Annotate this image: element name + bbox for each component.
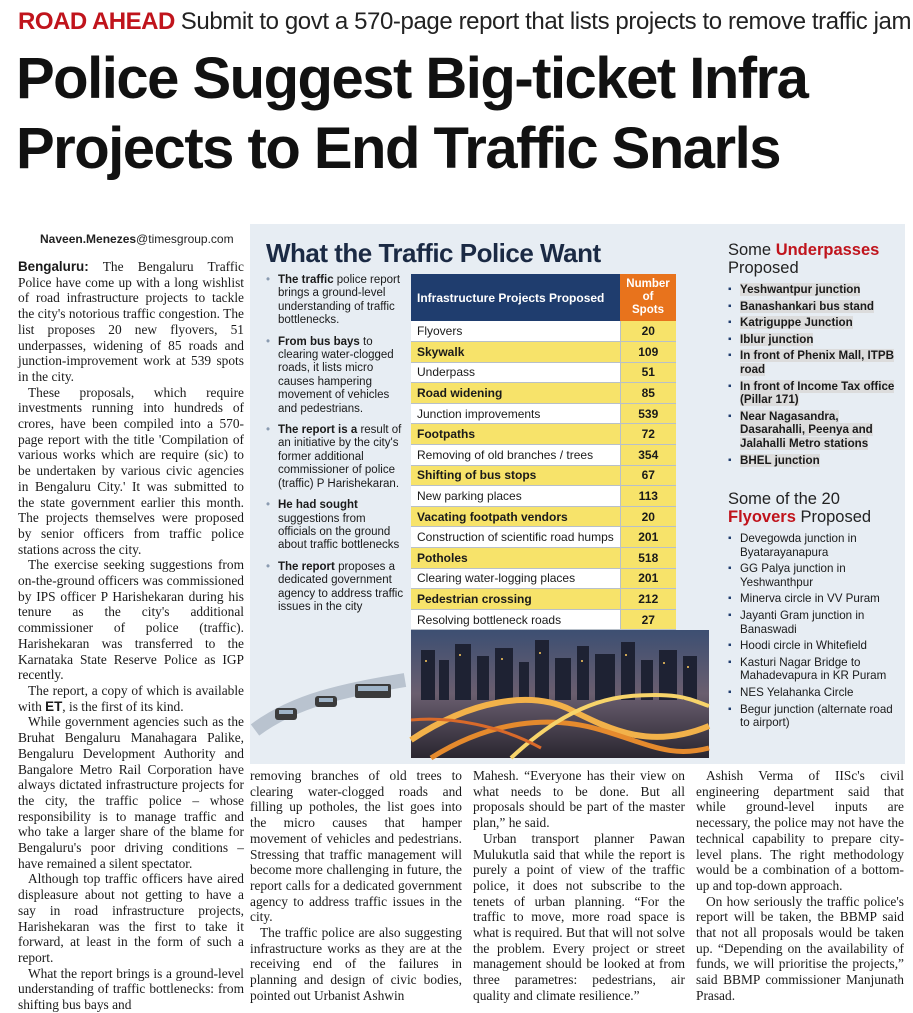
et-mention: ET <box>45 698 63 714</box>
table-header-project: Infrastructure Projects Proposed <box>411 274 620 321</box>
vehicles-illustration <box>255 660 405 740</box>
headline-line-1: Police Suggest Big-ticket Infra <box>16 46 808 111</box>
list-item: ▪ BHEL junction <box>728 454 898 468</box>
flyover-photo <box>411 630 709 758</box>
list-item: ▪ Iblur junction <box>728 333 898 347</box>
list-item: ▪ GG Palya junction in Yeshwanthpur <box>728 562 898 589</box>
article-paragraph: While government agencies such as the Bruhat Bengaluru Manahagara Palike, Bengaluru Development Authority and Bangalore Metro Rail Corporation have always dictated infrastructure projects for the city, the traffic police – whose responsibility is to manage traffic and who take a larger share of the blame for Bengaluru's poor driving conditions – have remained a silent spectator. <box>18 714 244 871</box>
byline-domain: @timesgroup.com <box>136 232 234 246</box>
dateline: Bengaluru: <box>18 259 89 274</box>
table-row: Pedestrian crossing 212 <box>411 589 676 610</box>
panel-bullet: • From bus bays to clearing water-clogged roads, it lists micro causes hampering movement of vehicles and pedestrians. <box>266 336 406 416</box>
panel-title: What the Traffic Police Want <box>266 238 601 268</box>
table-row: Construction of scientific road humps 201 <box>411 527 676 548</box>
kicker-tag: ROAD AHEAD <box>18 8 175 35</box>
article-paragraph: These proposals, which require investments running into hundreds of crores, have been compiled into a 570-page report with the title 'Compilation of various works which are require (sic) to be undertaken by various civic agencies in Bengaluru City.' It was submitted to the state government earlier this month. The projects themselves were proposed by senior officers from traffic police stations across the city. <box>18 384 244 557</box>
table-row: Resolving bottleneck roads 27 <box>411 609 676 630</box>
panel-bullets <box>266 274 406 622</box>
article-paragraph: The traffic police are also suggesting infrastructure works as they are at the receiving end of the failures in planning and design of civic bodies, pointed out Urbanist Ashwin <box>250 925 462 1003</box>
table-row: Potholes 518 <box>411 548 676 569</box>
table-row: Shifting of bus stops 67 <box>411 465 676 486</box>
list-item: ▪ Hoodi circle in Whitefield <box>728 639 898 653</box>
flyovers-list <box>728 490 898 733</box>
article-paragraph: What the report brings is a ground-level understanding of traffic bottlenecks: from shifting bus bays and <box>18 965 244 1013</box>
article-paragraph: Bengaluru: The Bengaluru Traffic Police have come up with a long wishlist of road infrastructure projects to tackle the city's notorious traffic congestion. The list proposes 20 new flyovers, 51 underpasses, widening of 85 roads and junction-improvement work at 539 spots in the city. <box>18 259 244 384</box>
article-column-3 <box>473 768 685 1004</box>
table-row: Removing of old branches / trees 354 <box>411 445 676 466</box>
list-item: ▪ Banashankari bus stand <box>728 300 898 314</box>
list-item: ▪ In front of Phenix Mall, ITPB road <box>728 349 898 376</box>
flyovers-title: Some of the 20 Flyovers Proposed <box>728 490 872 526</box>
list-item: ▪ Katriguppe Junction <box>728 316 898 330</box>
article-paragraph: Although top traffic officers have aired displeasure about not getting to have a say in road infrastructure projects, Harishekaran was the first to take it forward, at least in the form of such a report. <box>18 871 244 965</box>
panel-bullet: • The report is a result of an initiative by the city's former additional commissioner of police (traffic) P Harishekaran. <box>266 424 406 491</box>
article-column-4 <box>696 768 904 1004</box>
table-row: Footpaths 72 <box>411 424 676 445</box>
table-row: Junction improvements 539 <box>411 403 676 424</box>
projects-table <box>411 274 676 630</box>
panel-bullet: • The report proposes a dedicated government agency to address traffic issues in the city <box>266 561 406 615</box>
list-item: ▪ Jayanti Gram junction in Banaswadi <box>728 609 898 636</box>
article-paragraph: The report, a copy of which is available with ET, is the first of its kind. <box>18 682 244 714</box>
article-paragraph: Urban transport planner Pawan Mulukutla said that while the report is purely a point of view of the traffic police, it does not subscribe to the tenets of urban planning. “For the traffic to move, more road space is what is required. But that will not solve the problem. Every project or street management should be looked at from three parametres: pedestrians, air quality and climate resilience.” <box>473 830 685 1003</box>
list-item: ▪ Near Nagasandra, Dasarahalli, Peenya and Jalahalli Metro stations <box>728 410 898 451</box>
article-paragraph: removing branches of old trees to clearing water-clogged roads and filling up potholes, the list goes into the micro causes that hamper movement of vehicles and pedestrians. Stressing that traffic management will become more challenging in future, the report calls for a dedicated government agency to address traffic issues in the city. <box>250 768 462 925</box>
table-row: Skywalk 109 <box>411 342 676 363</box>
article-paragraph: On how seriously the traffic police's report will be taken, the BBMP said that not all proposals would be taken up. “Depending on the availability of funds, we will prioritise the projects,” said BBMP commissioner Manjunath Prasad. <box>696 893 904 1003</box>
list-item: ▪ Minerva circle in VV Puram <box>728 592 898 606</box>
table-row: Flyovers 20 <box>411 321 676 342</box>
byline-name: Naveen.Menezes <box>40 232 137 246</box>
table-row: Vacating footpath vendors 20 <box>411 506 676 527</box>
table-row: Clearing water-logging places 201 <box>411 568 676 589</box>
underpasses-title: Some Underpasses Proposed <box>728 241 880 277</box>
list-item: ▪ NES Yelahanka Circle <box>728 686 898 700</box>
table-row: New parking places 113 <box>411 486 676 507</box>
article-column-1 <box>18 259 244 1013</box>
byline <box>40 232 234 246</box>
table-header-count: Number of Spots <box>620 274 675 321</box>
list-item: ▪ Begur junction (alternate road to airport) <box>728 703 898 730</box>
table-row: Road widening 85 <box>411 383 676 404</box>
list-item: ▪ Yeshwantpur junction <box>728 283 898 297</box>
headline-line-2: Projects to End Traffic Snarls <box>16 116 780 181</box>
article-paragraph: The exercise seeking suggestions from on-the-ground officers was commissioned by IPS officer P Harishekaran during his tenure as the city's additional commissioner of police (traffic). Harishekaran was transferred to the Karnataka State Reserve Police as IGP recently. <box>18 557 244 683</box>
panel-bullet: • The traffic police report brings a ground-level understanding of traffic bottlenecks. <box>266 274 406 328</box>
article-paragraph: Mahesh. “Everyone has their view on what needs to be done. But all proposals should be part of the master plan,” he said. <box>473 768 685 831</box>
headline <box>16 44 901 184</box>
underpasses-list <box>728 241 898 470</box>
article-paragraph: Ashish Verma of IISc's civil engineering department said that while ground-level inputs are necessary, the police may not have the technical capability to prepare city-level plans. The right methodology would be a combination of a bottom-up and top-down approach. <box>696 768 904 893</box>
list-item: ▪ In front of Income Tax office (Pillar 171) <box>728 380 898 407</box>
kicker <box>18 8 912 40</box>
panel-bullet: • He had sought suggestions from officials on the ground about traffic bottlenecks <box>266 499 406 553</box>
table-row: Underpass 51 <box>411 362 676 383</box>
article-column-2 <box>250 768 462 1004</box>
list-item: ▪ Kasturi Nagar Bridge to Mahadevapura in KR Puram <box>728 656 898 683</box>
kicker-text: Submit to govt a 570-page report that lists projects to remove traffic jam <box>180 8 912 35</box>
list-item: ▪ Devegowda junction in Byatarayanapura <box>728 532 898 559</box>
